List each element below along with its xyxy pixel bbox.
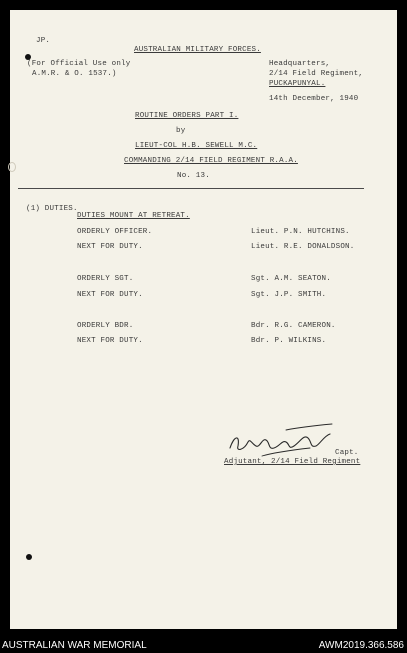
- orders-officer: LIEUT-COL H.B. SEWELL M.C.: [135, 142, 258, 150]
- orders-command: COMMANDING 2/14 FIELD REGIMENT R.A.A.: [124, 157, 298, 165]
- duty-name: Lieut. P.N. HUTCHINS.: [251, 228, 350, 236]
- duties-section-label: [26, 206, 78, 214]
- orders-title: ROUTINE ORDERS PART I.: [135, 112, 239, 120]
- duty-name: Sgt. J.P. SMITH.: [251, 291, 327, 299]
- duty-role: ORDERLY BDR.: [77, 322, 134, 330]
- hq-line-2: 2/14 Field Regiment,: [269, 70, 364, 78]
- duty-role: NEXT FOR DUTY.: [77, 243, 143, 251]
- duties-section-text: (1) DUTIES.: [26, 205, 78, 213]
- duty-name: Lieut. R.E. DONALDSON.: [251, 243, 355, 251]
- punch-hole: [8, 162, 16, 172]
- duty-name: Sgt. A.M. SEATON.: [251, 275, 331, 283]
- document-heading: AUSTRALIAN MILITARY FORCES.: [134, 46, 261, 54]
- signature-title: Adjutant, 2/14 Field Regiment: [224, 458, 361, 466]
- official-use-line-2: A.M.R. & O. 1537.): [32, 70, 117, 78]
- footer-accession-number: AWM2019.366.586: [318, 640, 404, 651]
- document-date: 14th December, 1940: [269, 95, 359, 103]
- divider-rule: [18, 188, 364, 189]
- official-use-line-1: (For Official Use only: [27, 60, 131, 68]
- hq-line-3: PUCKAPUNYAL.: [269, 80, 326, 88]
- duties-mount-heading: DUTIES MOUNT AT RETREAT.: [77, 212, 190, 220]
- signature-rank: Capt.: [335, 449, 359, 457]
- duty-name: Bdr. R.G. CAMERON.: [251, 322, 336, 330]
- document-page: [10, 10, 397, 629]
- duty-role: ORDERLY OFFICER.: [77, 228, 153, 236]
- ink-dot: [26, 554, 32, 560]
- orders-by: by: [176, 127, 186, 135]
- duty-role: NEXT FOR DUTY.: [77, 291, 143, 299]
- footer-institution: AUSTRALIAN WAR MEMORIAL: [2, 640, 147, 651]
- orders-number: No. 13.: [177, 172, 210, 180]
- duty-name: Bdr. P. WILKINS.: [251, 337, 327, 345]
- handwritten-signature: [226, 422, 336, 460]
- duty-role: NEXT FOR DUTY.: [77, 337, 143, 345]
- corner-mark: JP.: [36, 37, 51, 45]
- hq-line-1: Headquarters,: [269, 60, 331, 68]
- duty-role: ORDERLY SGT.: [77, 275, 134, 283]
